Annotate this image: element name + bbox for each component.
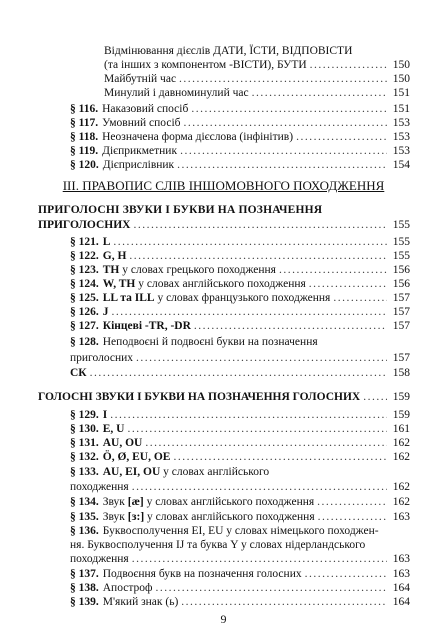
entry-letters: СК: [70, 367, 87, 379]
entry-letters: TH: [102, 264, 120, 276]
section-number: § 123.: [70, 264, 99, 276]
dot-leader: [296, 130, 387, 144]
page-number: 153: [392, 117, 410, 129]
dot-leader: [310, 58, 387, 72]
toc-entry-136-line2: [70, 538, 365, 552]
page-number: 153: [392, 145, 410, 157]
toc-entry-139[interactable]: [70, 595, 410, 609]
dot-leader: [113, 235, 387, 249]
dot-leader: [129, 249, 387, 263]
dot-leader: [132, 480, 387, 494]
page-number: 155: [392, 250, 410, 262]
toc-entry-119[interactable]: [70, 144, 410, 158]
toc-entry-132[interactable]: [70, 450, 410, 464]
page-number: 163: [392, 553, 410, 565]
entry-title: Апостроф: [102, 582, 153, 594]
toc-entry-123[interactable]: [70, 263, 410, 277]
dot-leader: [127, 422, 387, 436]
section-number: § 131.: [70, 437, 99, 449]
page-footer-number: 9: [220, 612, 227, 626]
dot-leader: [112, 305, 388, 319]
page-number: 159: [392, 409, 410, 421]
dot-leader: [90, 366, 387, 380]
toc-line-text: Майбутній час: [104, 73, 177, 85]
dot-leader: [191, 102, 387, 116]
entry-title: Умовний спосіб: [102, 117, 181, 129]
page-number: 162: [392, 496, 410, 508]
dot-leader: [173, 450, 387, 464]
entry-letters: AU, OU: [102, 437, 143, 449]
toc-entry-121[interactable]: [70, 235, 410, 249]
section-number: § 134.: [70, 496, 99, 508]
entry-title: Буквосполучення EI, EU у словах німецького походжен-: [102, 525, 379, 537]
heading-line-2: ПРИГОЛОСНИХ: [38, 219, 131, 231]
entry-letters: J: [102, 306, 109, 318]
toc-entry-125[interactable]: [70, 291, 410, 305]
toc-entry-130[interactable]: [70, 422, 410, 436]
toc-entry-116[interactable]: [70, 102, 410, 116]
toc-line[interactable]: [104, 58, 410, 72]
entry-letters: Ö, Ø, EU, OE: [102, 451, 171, 463]
dot-leader: [177, 158, 387, 172]
entry-prefix: Звук: [102, 511, 125, 523]
section-number: § 126.: [70, 306, 99, 318]
section-heading-vowels[interactable]: [38, 390, 410, 404]
toc-entry-126[interactable]: [70, 305, 410, 319]
toc-line-text: (та інших з компонентом -ВІСТИ), БУТИ: [104, 59, 307, 71]
dot-leader: [363, 390, 387, 404]
section-number: § 139.: [70, 596, 99, 608]
entry-title: Дієприслівник: [102, 159, 175, 171]
toc-entry-131[interactable]: [70, 436, 410, 450]
heading-text: ГОЛОСНІ ЗВУКИ І БУКВИ НА ПОЗНАЧЕННЯ ГОЛОСНИХ: [38, 391, 361, 403]
section-number: § 138.: [70, 582, 99, 594]
dot-leader: [110, 408, 387, 422]
toc-line-text: Відмінювання дієслів ДАТИ, ЇСТИ, ВІДПОВІСТИ: [104, 45, 353, 57]
toc-entry-136-line1[interactable]: [70, 524, 379, 538]
dot-leader: [305, 567, 387, 581]
dot-leader: [145, 436, 387, 450]
section-number: § 121.: [70, 236, 99, 248]
dot-leader: [180, 144, 387, 158]
dot-leader: [184, 116, 388, 130]
dot-leader: [317, 495, 387, 509]
entry-title: у словах французького походження: [157, 292, 331, 304]
toc-entry-135[interactable]: [70, 510, 410, 524]
section-number: § 120.: [70, 159, 99, 171]
entry-title-continuation: ня. Буквосполучення IJ та буква Y у словах нідерландського: [70, 539, 366, 551]
page-number: 157: [392, 352, 410, 364]
page-number: 162: [392, 437, 410, 449]
entry-letters: Кінцеві -TR, -DR: [102, 320, 191, 332]
page-number: 162: [392, 481, 410, 493]
toc-line[interactable]: [104, 86, 410, 100]
entry-prefix: Звук: [102, 496, 125, 508]
section-heading: [38, 203, 322, 217]
page-number: 162: [392, 451, 410, 463]
dot-leader: [136, 351, 387, 365]
entry-title: Неподвоєні й подвоєні букви на позначення: [102, 336, 318, 348]
toc-entry-ck[interactable]: [70, 366, 410, 380]
entry-letters: L: [102, 236, 111, 248]
dot-leader: [252, 86, 387, 100]
page-number: 153: [392, 131, 410, 143]
section-number: § 127.: [70, 320, 99, 332]
toc-entry-128-line2[interactable]: [70, 351, 410, 365]
section-number: § 117.: [70, 117, 99, 129]
entry-title-continuation: походження: [70, 481, 129, 493]
entry-title: у словах англійського походження: [138, 278, 306, 290]
dot-leader: [155, 581, 387, 595]
section-heading-entry[interactable]: [38, 218, 410, 232]
page-number: 161: [392, 423, 410, 435]
toc-entry-133-line1[interactable]: [70, 465, 269, 479]
entry-letters: [æ]: [127, 496, 144, 508]
entry-letters: AU, EI, OU: [102, 466, 161, 478]
section-number: § 124.: [70, 278, 99, 290]
toc-entry-134[interactable]: [70, 495, 410, 509]
section-number: § 135.: [70, 511, 99, 523]
dot-leader: [318, 510, 387, 524]
section-number: § 125.: [70, 292, 99, 304]
page-number: 157: [392, 292, 410, 304]
toc-line: [104, 44, 352, 58]
page-number: 164: [392, 596, 410, 608]
page-number: 150: [392, 59, 410, 71]
part-title-text: III. ПРАВОПИС СЛІВ ІНШОМОВНОГО ПОХОДЖЕННЯ: [62, 178, 385, 193]
toc-entry-136-line3[interactable]: [70, 552, 410, 566]
section-number: § 136.: [70, 525, 99, 537]
section-number: § 116.: [70, 103, 99, 115]
toc-entry-117[interactable]: [70, 116, 410, 130]
page-number: 157: [392, 320, 410, 332]
entry-title: М'який знак (ь): [102, 596, 179, 608]
page-number: 157: [392, 306, 410, 318]
toc-entry-129[interactable]: [70, 408, 410, 422]
toc-line-text: Минулий і давноминулий час: [104, 87, 249, 99]
entry-letters: [ɜ:]: [127, 511, 145, 523]
page-number: 151: [392, 87, 410, 99]
page-number: 156: [392, 264, 410, 276]
entry-letters: I: [102, 409, 108, 421]
page-number: 151: [392, 103, 410, 115]
entry-title-continuation: походження: [70, 553, 129, 565]
section-number: § 129.: [70, 409, 99, 421]
section-number: § 118.: [70, 131, 99, 143]
part-title: [0, 178, 447, 194]
entry-letters: W, TH: [102, 278, 136, 290]
toc-entry-133-line2[interactable]: [70, 480, 410, 494]
toc-entry-127[interactable]: [70, 319, 410, 333]
entry-title: Неозначена форма дієслова (інфінітив): [102, 131, 294, 143]
page-number: 150: [392, 73, 410, 85]
page-number: 164: [392, 582, 410, 594]
page-number: 154: [392, 159, 410, 171]
entry-letters: LL та ILL: [102, 292, 155, 304]
dot-leader: [194, 319, 387, 333]
page-number: 158: [392, 367, 410, 379]
dot-leader: [132, 552, 387, 566]
dot-leader: [309, 277, 387, 291]
section-number: § 137.: [70, 568, 99, 580]
toc-line[interactable]: [104, 72, 410, 86]
section-number: § 132.: [70, 451, 99, 463]
heading-line-1: ПРИГОЛОСНІ ЗВУКИ І БУКВИ НА ПОЗНАЧЕННЯ: [38, 204, 323, 216]
dot-leader: [133, 218, 387, 232]
entry-title: Наказовий спосіб: [102, 103, 189, 115]
page-number: 156: [392, 278, 410, 290]
toc-entry-128-line1[interactable]: [70, 335, 318, 349]
entry-title: Дієприкметник: [102, 145, 178, 157]
section-number: § 128.: [70, 336, 99, 348]
entry-title: у словах англійського: [163, 466, 270, 478]
toc-entry-124[interactable]: [70, 277, 410, 291]
entry-title: у словах грецького походження: [122, 264, 276, 276]
toc-entry-120[interactable]: [70, 158, 410, 172]
page-number: 155: [392, 219, 410, 231]
entry-title-continuation: приголосних: [70, 352, 134, 364]
page-number: 155: [392, 236, 410, 248]
section-number: § 133.: [70, 466, 99, 478]
toc-entry-138[interactable]: [70, 581, 410, 595]
entry-letters: E, U: [102, 423, 125, 435]
toc-entry-137[interactable]: [70, 567, 410, 581]
dot-leader: [333, 291, 387, 305]
page-number: 159: [392, 391, 410, 403]
entry-title: у словах англійського походження: [146, 496, 315, 508]
dot-leader: [179, 72, 387, 86]
entry-letters: G, H: [102, 250, 127, 262]
entry-title: Подвоєння букв на позначення голосних: [102, 568, 302, 580]
toc-entry-122[interactable]: [70, 249, 410, 263]
section-number: § 122.: [70, 250, 99, 262]
page-number: 163: [392, 568, 410, 580]
section-number: § 130.: [70, 423, 99, 435]
toc-entry-118[interactable]: [70, 130, 410, 144]
dot-leader: [181, 595, 387, 609]
section-number: § 119.: [70, 145, 99, 157]
dot-leader: [279, 263, 387, 277]
page-number: 163: [392, 511, 410, 523]
entry-title: у словах англійського походження: [147, 511, 315, 523]
